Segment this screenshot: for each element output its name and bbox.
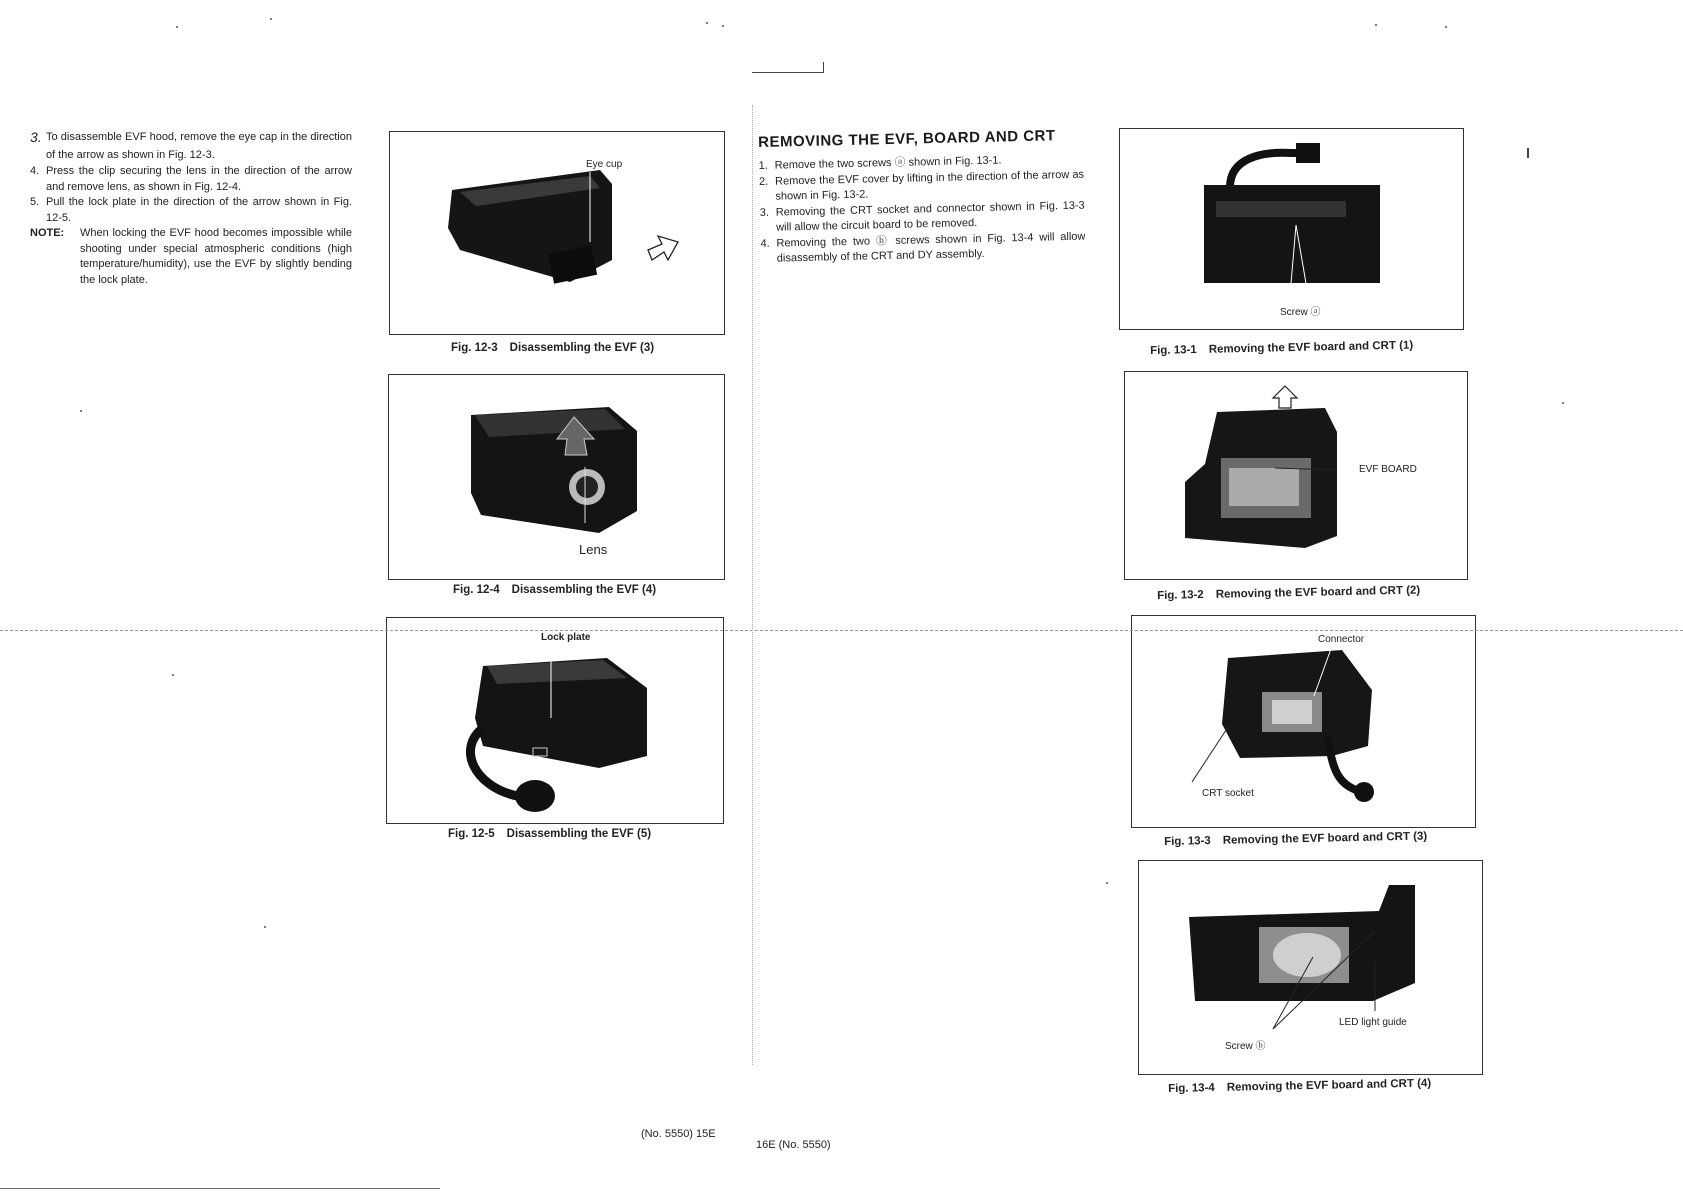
bottom-edge-line [0, 1188, 440, 1189]
figure-13-3 [1131, 615, 1476, 828]
label-eye-cup: Eye cup [586, 159, 623, 170]
note [30, 226, 352, 288]
fig-number: Fig. 12-3 [451, 342, 498, 354]
fig-caption: Removing the EVF board and CRT (1) [1208, 339, 1414, 356]
step-number: 2. [758, 175, 769, 188]
speck [1375, 24, 1377, 26]
top-mark [752, 72, 824, 73]
page-number-left: (No. 5550) 15E [641, 1128, 716, 1140]
fig-caption: Removing the EVF board and CRT (2) [1215, 584, 1421, 601]
label-evf-board: EVF BOARD [1359, 464, 1417, 475]
figure-12-3 [389, 131, 725, 335]
step-number: 5. [30, 196, 40, 208]
photo-evf-board-lift [1125, 372, 1467, 579]
step-text: Press the clip securing the lens in the direction of the arrow and remove lens, as shown in Fig. 12-4. [46, 165, 352, 193]
fig-caption: Disassembling the EVF (5) [506, 828, 652, 840]
caption-fig-12-5 [448, 828, 651, 840]
top-mark-tick [823, 62, 824, 72]
caption-fig-13-2 [1157, 584, 1420, 602]
speck [264, 926, 266, 928]
margin-mark [1527, 148, 1529, 158]
left-instructions [30, 128, 352, 288]
speck [1106, 882, 1108, 884]
gutter-line [752, 105, 753, 1065]
fig-number: Fig. 13-1 [1150, 344, 1197, 357]
note-text: When locking the EVF hood becomes impossible while shooting under special atmospheric conditions (high temperature/humidity), use the EVF by slightly bending the lock plate. [80, 227, 352, 286]
step-number: 3. [30, 129, 42, 145]
figure-13-4 [1138, 860, 1483, 1075]
step-text: Remove the two screws ⓐ shown in Fig. 13-1. [774, 154, 1002, 172]
fig-number: Fig. 13-2 [1157, 589, 1204, 602]
label-lock-plate: Lock plate [541, 632, 591, 643]
figure-12-4 [388, 374, 725, 580]
speck [1562, 402, 1564, 404]
fig-number: Fig. 13-3 [1164, 835, 1211, 848]
right-step-4 [760, 229, 1086, 267]
figure-12-5 [386, 617, 724, 824]
right-instructions [758, 127, 1086, 268]
speck [722, 25, 724, 27]
figure-13-2 [1124, 371, 1468, 580]
photo-crt-dy [1139, 861, 1482, 1074]
label-screw-b: Screw ⓑ [1225, 1041, 1266, 1052]
speck [80, 410, 82, 412]
caption-fig-13-1 [1150, 339, 1413, 357]
step-4 [30, 164, 352, 195]
step-text: Removing the CRT socket and connector shown in Fig. 13-3 will allow the circuit board to be removed. [775, 199, 1085, 234]
fig-number: Fig. 13-4 [1168, 1082, 1215, 1095]
fig-caption: Removing the EVF board and CRT (3) [1222, 830, 1428, 847]
speck [1445, 26, 1447, 28]
label-connector: Connector [1318, 634, 1365, 645]
step-number: 4. [760, 237, 770, 250]
page-number-right: 16E (No. 5550) [756, 1139, 831, 1151]
photo-evf-lens [389, 375, 724, 579]
speck [706, 22, 708, 24]
label-led-light-guide: LED light guide [1339, 1017, 1407, 1028]
section-heading: REMOVING THE EVF, BOARD AND CRT [758, 127, 1056, 151]
fig-number: Fig. 12-4 [453, 584, 500, 596]
step-text: Remove the EVF cover by lifting in the direction of the arrow as shown in Fig. 13-2. [774, 168, 1085, 203]
fold-line [0, 630, 1683, 631]
step-5 [30, 195, 352, 226]
fig-caption: Removing the EVF board and CRT (4) [1226, 1077, 1432, 1094]
speck [176, 26, 178, 28]
caption-fig-13-3 [1164, 830, 1427, 848]
step-number: 3. [759, 206, 770, 219]
photo-evf-hood [390, 132, 724, 334]
caption-fig-12-4 [453, 584, 656, 596]
step-text: To disassemble EVF hood, remove the eye cap in the direction of the arrow as shown in Fig. 12-3. [46, 131, 352, 161]
arrow-icon [1273, 386, 1297, 408]
note-label: NOTE: [30, 227, 65, 239]
caption-fig-13-4 [1168, 1077, 1431, 1095]
fig-number: Fig. 12-5 [448, 828, 495, 840]
step-text: Pull the lock plate in the direction of the arrow shown in Fig. 12-5. [46, 196, 352, 224]
label-crt-socket: CRT socket [1202, 788, 1254, 799]
fig-caption: Disassembling the EVF (3) [509, 342, 655, 354]
speck [172, 674, 174, 676]
figure-13-1 [1119, 128, 1464, 330]
label-lens: Lens [579, 542, 608, 557]
caption-fig-12-3 [451, 342, 654, 354]
step-number: 1. [758, 159, 769, 172]
step-3 [30, 128, 352, 164]
arrow-icon [648, 236, 678, 260]
step-number: 4. [30, 165, 40, 177]
fig-caption: Disassembling the EVF (4) [511, 584, 657, 596]
photo-crt-socket [1132, 616, 1475, 827]
photo-evf-lockplate [387, 618, 723, 823]
step-text: Removing the two ⓑ screws shown in Fig. 13-4 will allow disassembly of the CRT and DY assembly. [776, 230, 1086, 265]
label-screw-a: Screw ⓐ [1280, 307, 1321, 318]
speck [270, 18, 272, 20]
photo-evf-board [1120, 129, 1463, 329]
